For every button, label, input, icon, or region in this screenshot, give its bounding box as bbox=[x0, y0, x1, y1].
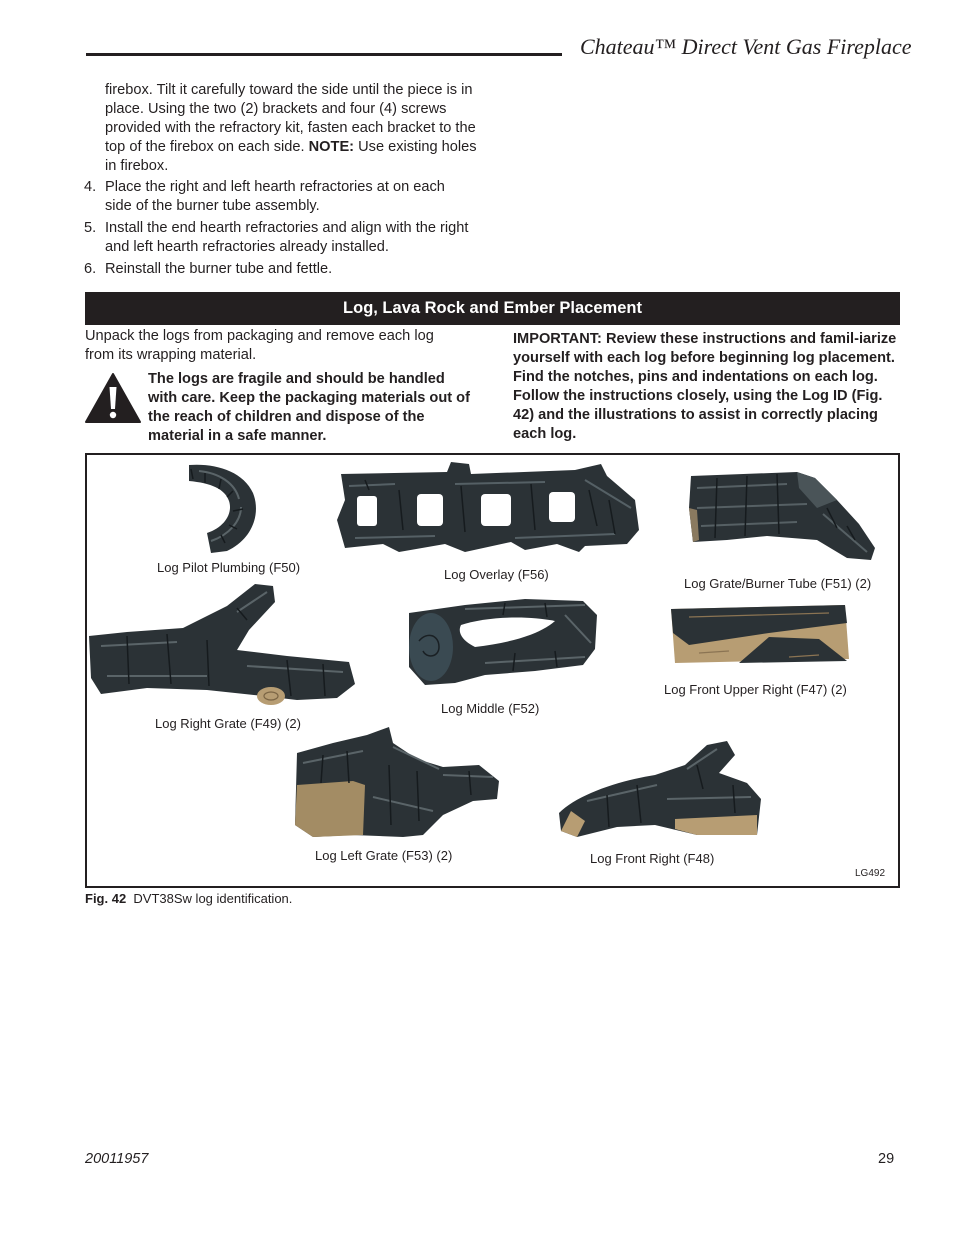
log-grate-burner-tube-image bbox=[687, 468, 879, 562]
step-number: 4. bbox=[84, 179, 97, 195]
important-text: IMPORTANT: Review these instructions and famil-iarize yourself with each log before beginning log placement. Find the notches, pins and indentations on each log. Follow the instructions closely, using the Log ID (Fig. 42) and the illustrations to assist in correctly placing each log. bbox=[513, 331, 897, 442]
step-3-continued bbox=[105, 81, 477, 176]
warning-text: The logs are fragile and should be handled with care. Keep the packaging materials out of the reach of children and dispose of the material in a safe manner. bbox=[148, 371, 470, 444]
caption-log-middle: Log Middle (F52) bbox=[441, 701, 540, 716]
caption-log-front-right: Log Front Right (F48) bbox=[590, 851, 715, 866]
log-left-grate-image bbox=[293, 725, 501, 839]
step-number: 6. bbox=[84, 261, 97, 277]
document-number: 20011957 bbox=[85, 1151, 149, 1167]
step-text: Install the end hearth refractories and align with the right and left hearth refractories already installed. bbox=[105, 220, 469, 255]
figure-caption-text: DVT38Sw log identification. bbox=[133, 891, 293, 906]
warning-icon bbox=[84, 372, 142, 424]
log-pilot-plumbing-image bbox=[185, 463, 263, 555]
figure-caption bbox=[85, 891, 292, 906]
figure-code: LG492 bbox=[855, 868, 886, 879]
figure-label: Fig. 42 bbox=[85, 891, 127, 906]
log-front-right-image bbox=[557, 739, 763, 841]
step-number: 5. bbox=[84, 220, 97, 236]
note-label: NOTE: bbox=[308, 139, 355, 155]
step-text: Reinstall the burner tube and fettle. bbox=[105, 261, 333, 277]
header-title: Chateau™ Direct Vent Gas Fireplace bbox=[580, 34, 912, 59]
caption-log-right-grate: Log Right Grate (F49) (2) bbox=[155, 716, 301, 731]
log-right-grate-image bbox=[87, 580, 359, 706]
caption-log-overlay: Log Overlay (F56) bbox=[444, 567, 549, 582]
caption-log-pilot-plumbing: Log Pilot Plumbing (F50) bbox=[157, 560, 301, 575]
log-identification-figure bbox=[85, 453, 900, 888]
log-middle-image bbox=[405, 595, 601, 687]
section-title: Log, Lava Rock and Ember Placement bbox=[85, 292, 900, 325]
caption-log-left-grate: Log Left Grate (F53) (2) bbox=[315, 848, 453, 863]
caption-log-grate-burner-tube: Log Grate/Burner Tube (F51) (2) bbox=[684, 576, 872, 591]
step-3-text: firebox. Tilt it carefully toward the side until the piece is in place. Using the two (2) brackets and four (4) screws provided with the refractory kit, fasten each bracket to the top of the firebox on each side. bbox=[105, 82, 476, 155]
note-text: Use existing holes in firebox. bbox=[105, 139, 477, 174]
log-overlay-image bbox=[335, 460, 643, 556]
page-number: 29 bbox=[878, 1151, 895, 1167]
intro-text: Unpack the logs from packaging and remove each log from its wrapping material. bbox=[85, 328, 434, 363]
caption-log-front-upper-right: Log Front Upper Right (F47) (2) bbox=[664, 682, 847, 697]
step-text: Place the right and left hearth refractories at on each side of the burner tube assembly. bbox=[105, 179, 445, 214]
log-front-upper-right-image bbox=[669, 603, 851, 665]
header-rule bbox=[86, 53, 562, 56]
